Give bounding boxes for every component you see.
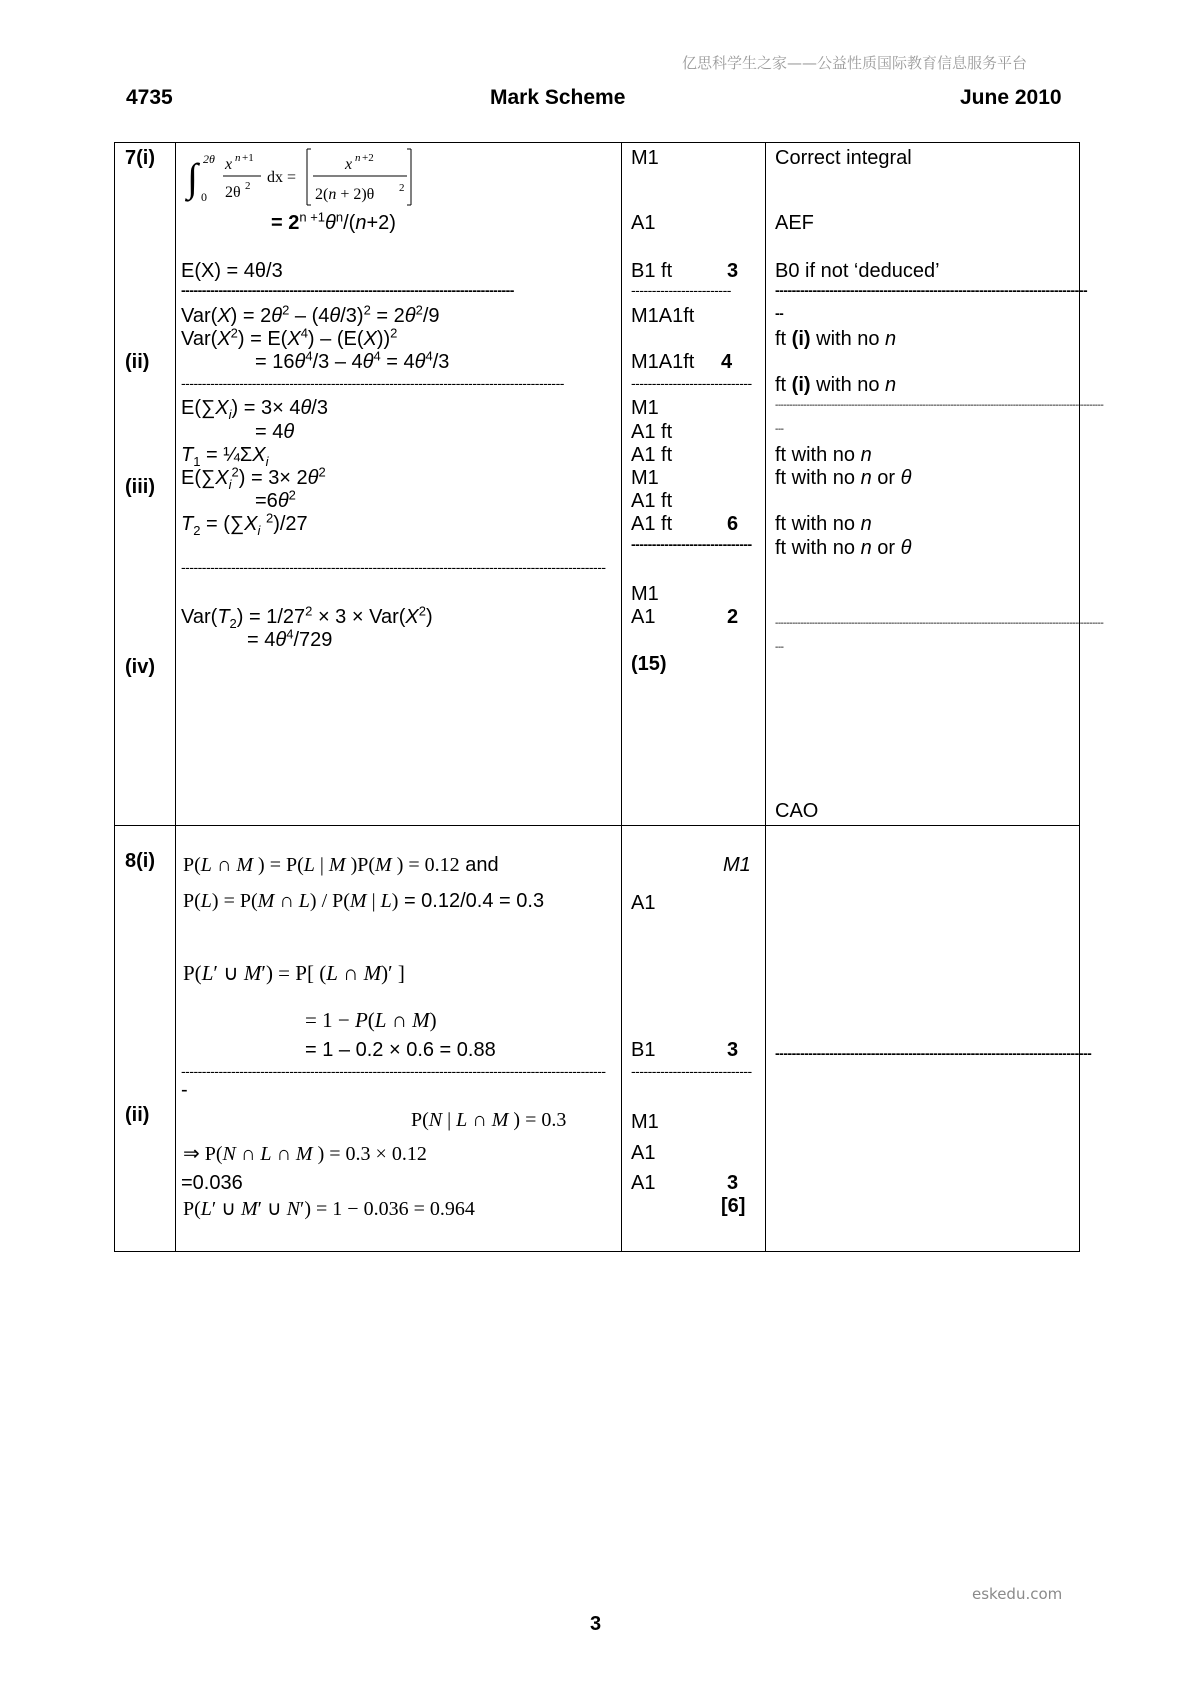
guidance-note: AEF [775,212,814,234]
mark-total: 6 [727,513,739,535]
question-label: (ii) [125,1104,150,1126]
mark: M1A1ft [631,305,695,327]
answer-line: =0.036 [181,1172,243,1194]
guidance-note: B0 if not ‘deduced’ [775,260,940,282]
svg-text:dx =: dx = [267,169,297,186]
mark-scheme-table [114,142,1104,1252]
paper-code: 4735 [126,86,173,109]
svg-text:2: 2 [245,180,251,192]
document-title: Mark Scheme [490,86,626,109]
mark: A1 [631,1172,656,1194]
separator: -------------------------------------------------------------------------------------------- [181,375,564,391]
separator: -------------------------------------------------------------------------------------------------------------------- [775,618,1104,629]
separator: ----------------------------- [631,536,752,552]
question-total: [6] [721,1195,746,1217]
mark: M1 [723,854,751,876]
separator: -------------------------------------------------------------------------------- [181,282,514,298]
answer-line: = 4θ [255,421,295,443]
svg-text:2θ: 2θ [203,152,215,166]
question-label: 8(i) [125,850,155,872]
separator: ---------------------------------------------------------------------------- [775,1045,1092,1061]
exam-date: June 2010 [960,86,1062,109]
svg-text:+1: +1 [242,152,254,164]
separator: ------------------------ [631,282,731,298]
mark: A1 [631,606,656,628]
answer-line: P(L) = P(M ∩ L) / P(M | L) = 0.12/0.4 = 0.3 [183,890,545,912]
guidance-note: ft with no n or θ [775,467,912,489]
mark: A1 [631,892,656,914]
answer-line: $E(\sum X_i^2) = 3\times 2\theta^2$ [181,464,326,492]
watermark: 亿思科学生之家——公益性质国际教育信息服务平台 [682,54,1028,72]
guidance-note: CAO [775,800,819,822]
mark: A1 ft [631,444,673,466]
answer-line: = 1 − P(L ∩ M) [305,1008,437,1032]
mark: M1 [631,1111,659,1133]
column-divider [765,143,766,1251]
svg-text:n: n [235,152,241,164]
question-label: (iii) [125,476,155,498]
separator: ----------------------------- [631,375,752,391]
row-divider [115,825,1079,826]
mark-total: 3 [727,1172,739,1194]
question-label: (ii) [125,351,150,373]
column-divider [175,143,176,1251]
answer-line: P(L′ ∪ M′ ∪ N′) = 1 − 0.036 = 0.964 [183,1198,475,1220]
svg-text:x: x [225,156,233,173]
separator: --------------------------------------------------------------------------- [775,282,1088,298]
mark: A1 ft [631,421,673,443]
guidance-note: ft with no n or θ [775,537,912,559]
question-label: (iv) [125,656,155,678]
svg-text:2: 2 [399,182,405,194]
mark-total: 3 [727,1039,739,1061]
mark-total: 3 [727,260,739,282]
mark: M1 [631,147,659,169]
answer-line: P(N | L ∩ M ) = 0.3 [411,1109,567,1131]
question-total: (15) [631,653,667,675]
answer-line: = $2^{n +1}\theta^n/(n+2)$ [271,209,396,234]
answer-line: P(L′ ∪ M′) = P[ (L ∩ M)′ ] [183,961,405,985]
answer-line: = $4\theta^4/729$ [247,626,333,651]
guidance-note: Correct integral [775,147,912,169]
separator: -- [775,305,784,321]
answer-line: $T_1$ = $\frac{1}{4}\Sigma X_i$ [181,444,269,469]
answer-line: $Var(X) = 2\theta^2 - (4\theta/3)^2 = 2\theta^2/9$ [181,302,440,327]
mark: A1 [631,212,656,234]
page-number: 3 [590,1613,602,1635]
guidance-note: ft (i) with no n [775,374,897,396]
mark-total: 2 [727,606,739,628]
column-divider [621,143,622,1251]
mark: M1A1ft [631,351,695,373]
separator: ------------------------------------------------------------------------------------------------------ [181,559,606,575]
mark-total: 4 [721,351,733,373]
answer-line: = 1 – 0.2 × 0.6 = 0.88 [305,1039,496,1061]
answer-line: $E(\sum X_i) = 3\times 4\theta/3$ [181,397,328,422]
mark: M1 [631,467,659,489]
mark: M1 [631,583,659,605]
mark: M1 [631,397,659,419]
answer-line: $Var(T_2) = 1/27^2 \times 3 \times Var(X^2)$ [181,603,433,631]
mark: A1 [631,1142,656,1164]
answer-line: $=6\theta^2$ [255,487,296,512]
svg-text:x: x [345,156,353,173]
guidance-note: ft with no n [775,444,872,466]
svg-text:2(n + 2)θ: 2(n + 2)θ [315,186,375,203]
separator-tail: - [181,1079,188,1101]
mark: B1 [631,1039,656,1061]
guidance-note: ft (i) with no n [775,328,897,350]
answer-line: P(L ∩ M ) = P(L | M )P(M ) = 0.12 and [183,854,499,876]
separator: ------------------------------------------------------------------------------------------------------ [181,1063,606,1079]
separator: --- [775,642,784,653]
answer-line: E(X) = 4θ/3 [181,260,283,282]
answer-line: $Var(X^2) = E(X^4) - (E(X))^2$ [181,325,398,350]
separator: --- [775,424,784,435]
mark: B1 ft [631,260,673,282]
svg-text:+2: +2 [362,152,374,164]
svg-text:n: n [355,152,361,164]
mark: A1 ft [631,490,673,512]
mark: A1 ft [631,513,673,535]
footer-site: eskedu.com [972,1585,1063,1603]
question-label: 7(i) [125,147,155,169]
svg-text:∫: ∫ [187,155,198,200]
integral-equation [185,145,425,211]
separator: -------------------------------------------------------------------------------------------------------------------- [775,400,1104,411]
answer-line: ⇒ P(N ∩ L ∩ M ) = 0.3 × 0.12 [183,1143,427,1165]
answer-line: $T_2 = (\sum X_i$ $^2$)/27 [181,510,308,538]
answer-line: = $16\theta^4/3 - 4\theta^4 = 4\theta^4/3$ [255,348,450,373]
guidance-note: ft with no n [775,513,872,535]
svg-text:2θ: 2θ [225,184,241,201]
svg-text:0: 0 [201,190,207,204]
separator: ----------------------------- [631,1063,752,1079]
